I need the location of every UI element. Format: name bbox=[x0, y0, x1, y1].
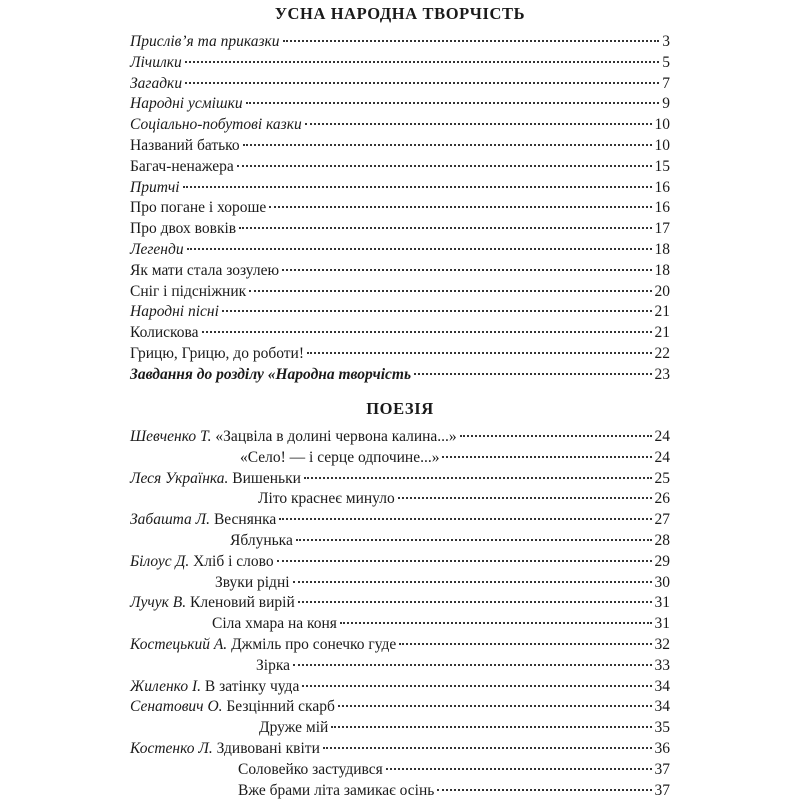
page-number: 10 bbox=[654, 136, 670, 154]
entry-title: Сіла хмара на коня bbox=[212, 615, 337, 633]
page-number: 32 bbox=[654, 635, 670, 653]
entry-author: Шевченко Т. bbox=[130, 428, 212, 445]
dot-leader bbox=[237, 165, 652, 167]
entry-main bbox=[130, 261, 279, 282]
page-number: 17 bbox=[654, 220, 670, 238]
entry-main bbox=[130, 781, 434, 801]
page-number: 37 bbox=[654, 781, 670, 799]
page-number: 29 bbox=[654, 552, 670, 570]
toc-row bbox=[130, 635, 670, 656]
entry-title: Про двох вовків bbox=[130, 220, 237, 238]
entry-main bbox=[130, 718, 328, 739]
entry-main bbox=[130, 531, 293, 552]
dot-leader bbox=[279, 518, 651, 520]
entry-title: Соціально-побутові казки bbox=[130, 116, 302, 134]
page-number: 20 bbox=[654, 282, 670, 300]
entry-title: Як мати стала зозулею bbox=[130, 261, 280, 279]
dot-leader bbox=[338, 705, 652, 707]
toc-row bbox=[130, 94, 670, 115]
entry-main bbox=[130, 53, 182, 74]
toc-row bbox=[130, 469, 670, 490]
toc-row bbox=[130, 53, 670, 74]
entry-main bbox=[130, 344, 304, 365]
page-number: 10 bbox=[654, 116, 670, 134]
entry-title: Загадки bbox=[130, 74, 183, 92]
entry-title: Безцінний скарб bbox=[226, 698, 335, 716]
entry-main bbox=[130, 157, 234, 178]
dot-leader bbox=[460, 435, 652, 437]
dot-leader bbox=[399, 643, 651, 645]
toc-row bbox=[130, 344, 670, 365]
entry-main bbox=[130, 302, 219, 323]
page-number: 31 bbox=[654, 615, 670, 633]
entry-title: Народні пісні bbox=[130, 303, 219, 321]
page-number: 22 bbox=[654, 344, 670, 362]
page-number: 23 bbox=[654, 365, 670, 383]
dot-leader bbox=[277, 560, 652, 562]
entry-author: Костецький А. bbox=[130, 635, 228, 653]
page-number: 3 bbox=[662, 33, 670, 50]
page-number: 27 bbox=[654, 511, 670, 529]
dot-leader bbox=[187, 248, 652, 250]
entry-title: Про погане і хороше bbox=[130, 199, 267, 217]
page-number: 21 bbox=[654, 324, 670, 342]
dot-leader bbox=[185, 82, 659, 84]
dot-leader bbox=[293, 581, 652, 583]
toc-row bbox=[130, 136, 670, 157]
entry-title: Джміль про сонечко гуде bbox=[231, 635, 397, 653]
toc-row bbox=[130, 677, 670, 698]
page-number: 24 bbox=[654, 428, 670, 445]
entry-main bbox=[130, 178, 180, 199]
toc-row bbox=[130, 365, 670, 386]
entry-title: Соловейко застудився bbox=[238, 760, 383, 778]
entry-main bbox=[130, 136, 240, 157]
entry-main bbox=[130, 656, 290, 677]
entry-title: Прислів’я та приказки bbox=[130, 33, 280, 50]
page-number: 7 bbox=[662, 74, 670, 92]
entry-title: Названий батько bbox=[130, 136, 240, 154]
entry-main bbox=[130, 365, 411, 386]
entry-main bbox=[130, 219, 236, 240]
toc-row bbox=[130, 656, 670, 677]
entry-main bbox=[130, 469, 301, 490]
entry-main bbox=[130, 573, 290, 594]
entry-main bbox=[130, 635, 396, 656]
dot-leader bbox=[398, 497, 652, 499]
toc-row bbox=[130, 573, 670, 594]
toc-row bbox=[130, 697, 670, 718]
entry-title: Хліб і слово bbox=[193, 552, 274, 570]
entry-main bbox=[130, 323, 199, 344]
toc-row bbox=[130, 614, 670, 635]
entry-author: Жиленко І. bbox=[130, 677, 201, 695]
entry-main bbox=[130, 282, 246, 303]
dot-leader bbox=[246, 102, 660, 104]
toc-row bbox=[130, 323, 670, 344]
entry-author: Костенко Л. bbox=[130, 739, 213, 757]
dot-leader bbox=[185, 61, 660, 63]
page-number: 36 bbox=[654, 739, 670, 757]
page-number: 24 bbox=[654, 448, 670, 466]
page-number: 33 bbox=[654, 656, 670, 674]
entry-title: Завдання до розділу «Народна творчість bbox=[130, 365, 412, 383]
entry-main bbox=[130, 198, 266, 219]
entry-author: Забашта Л. bbox=[130, 511, 211, 529]
entry-author: Леся Українка. bbox=[130, 469, 229, 487]
toc-row bbox=[130, 552, 670, 573]
entry-title: Вже брами літа замикає осінь bbox=[238, 781, 435, 799]
toc-row bbox=[130, 219, 670, 240]
toc-row bbox=[130, 427, 670, 448]
page-number: 34 bbox=[654, 698, 670, 716]
entry-title: Здивовані квіти bbox=[216, 739, 320, 757]
entry-title: Зірка bbox=[256, 656, 290, 674]
entry-main bbox=[130, 739, 320, 760]
entry-title: Лічилки bbox=[130, 53, 182, 71]
dot-leader bbox=[282, 269, 651, 271]
entry-title: В затінку чуда bbox=[204, 677, 300, 695]
dot-leader bbox=[437, 789, 651, 791]
toc-row bbox=[130, 718, 670, 739]
entry-title: Веснянка bbox=[213, 511, 277, 529]
page-number: 5 bbox=[662, 53, 670, 71]
section-title-poetry: ПОЕЗІЯ bbox=[366, 399, 434, 418]
entry-title: Колискова bbox=[130, 324, 199, 342]
page-number: 16 bbox=[654, 199, 670, 217]
entry-main bbox=[130, 94, 243, 115]
entry-title: Вишеньки bbox=[232, 469, 301, 487]
entry-main bbox=[130, 697, 335, 718]
page-number: 26 bbox=[654, 490, 670, 508]
dot-leader bbox=[442, 456, 651, 458]
toc-row bbox=[130, 157, 670, 178]
toc-row bbox=[130, 593, 670, 614]
dot-leader bbox=[323, 747, 652, 749]
dot-leader bbox=[202, 331, 652, 333]
page-number: 35 bbox=[654, 719, 670, 737]
page-number: 25 bbox=[654, 469, 670, 487]
dot-leader bbox=[414, 373, 651, 375]
toc-row bbox=[130, 282, 670, 303]
toc-row bbox=[130, 240, 670, 261]
toc-row bbox=[130, 531, 670, 552]
dot-leader bbox=[249, 290, 651, 292]
entry-main bbox=[130, 677, 299, 698]
entry-main bbox=[130, 32, 280, 53]
entry-title: Друже мій bbox=[259, 719, 329, 737]
toc-list-poetry bbox=[130, 427, 670, 801]
entry-title: Кленовий вирій bbox=[190, 594, 295, 612]
toc-row bbox=[130, 760, 670, 781]
page-number: 18 bbox=[654, 261, 670, 279]
entry-title: «Зацвіла в долині червона калина...» bbox=[215, 428, 457, 445]
entry-title: Легенди bbox=[130, 240, 184, 258]
page-number: 15 bbox=[654, 157, 670, 175]
page-number: 9 bbox=[662, 95, 670, 113]
dot-leader bbox=[296, 539, 652, 541]
toc-row bbox=[130, 781, 670, 801]
entry-author: Лучук В. bbox=[130, 594, 187, 612]
toc-row bbox=[130, 448, 670, 469]
dot-leader bbox=[269, 206, 651, 208]
dot-leader bbox=[293, 664, 652, 666]
page-number: 21 bbox=[654, 303, 670, 321]
entry-main bbox=[130, 593, 295, 614]
entry-main bbox=[130, 760, 383, 781]
page-number: 34 bbox=[654, 677, 670, 695]
dot-leader bbox=[305, 123, 652, 125]
entry-author: Сенатович О. bbox=[130, 698, 223, 716]
toc-row bbox=[130, 510, 670, 531]
entry-main bbox=[130, 240, 184, 261]
toc-row bbox=[130, 115, 670, 136]
page-number: 28 bbox=[654, 531, 670, 549]
page-number: 31 bbox=[654, 594, 670, 612]
dot-leader bbox=[304, 477, 652, 479]
section-title-folk: УСНА НАРОДНА ТВОРЧІСТЬ bbox=[274, 4, 526, 23]
toc-row bbox=[130, 739, 670, 760]
toc-list-folk bbox=[130, 32, 670, 386]
entry-main bbox=[130, 552, 274, 573]
entry-title: Притчі bbox=[130, 178, 180, 196]
entry-main bbox=[130, 489, 395, 510]
toc-row bbox=[130, 198, 670, 219]
toc-row bbox=[130, 489, 670, 510]
dot-leader bbox=[340, 622, 652, 624]
entry-main bbox=[130, 427, 457, 448]
dot-leader bbox=[331, 726, 651, 728]
entry-main bbox=[130, 74, 182, 95]
entry-main bbox=[130, 115, 302, 136]
dot-leader bbox=[307, 352, 652, 354]
dot-leader bbox=[298, 601, 652, 603]
dot-leader bbox=[302, 685, 651, 687]
dot-leader bbox=[386, 768, 652, 770]
page-number: 37 bbox=[654, 760, 670, 778]
toc-row bbox=[130, 74, 670, 95]
toc-row bbox=[130, 302, 670, 323]
entry-main bbox=[130, 614, 337, 635]
entry-title: Народні усмішки bbox=[130, 95, 243, 113]
dot-leader bbox=[222, 310, 652, 312]
entry-title: «Село! — і серце одпочине...» bbox=[240, 448, 440, 466]
dot-leader bbox=[183, 186, 652, 188]
dot-leader bbox=[283, 40, 660, 42]
dot-leader bbox=[243, 144, 652, 146]
page-number: 30 bbox=[654, 573, 670, 591]
entry-main bbox=[130, 510, 276, 531]
dot-leader bbox=[239, 227, 651, 229]
entry-title: Грицю, Грицю, до роботи! bbox=[130, 344, 304, 362]
entry-author: Білоус Д. bbox=[130, 552, 190, 570]
page-number: 16 bbox=[654, 178, 670, 196]
entry-title: Яблунька bbox=[230, 531, 293, 549]
toc-row bbox=[130, 32, 670, 53]
entry-main bbox=[130, 448, 439, 469]
entry-title: Багач-ненажера bbox=[130, 157, 234, 175]
toc-row bbox=[130, 261, 670, 282]
entry-title: Сніг і підсніжник bbox=[130, 282, 247, 300]
entry-title: Звуки рідні bbox=[215, 573, 290, 591]
toc-row bbox=[130, 178, 670, 199]
page-number: 18 bbox=[654, 240, 670, 258]
entry-title: Літо краснеє минуло bbox=[258, 490, 395, 508]
